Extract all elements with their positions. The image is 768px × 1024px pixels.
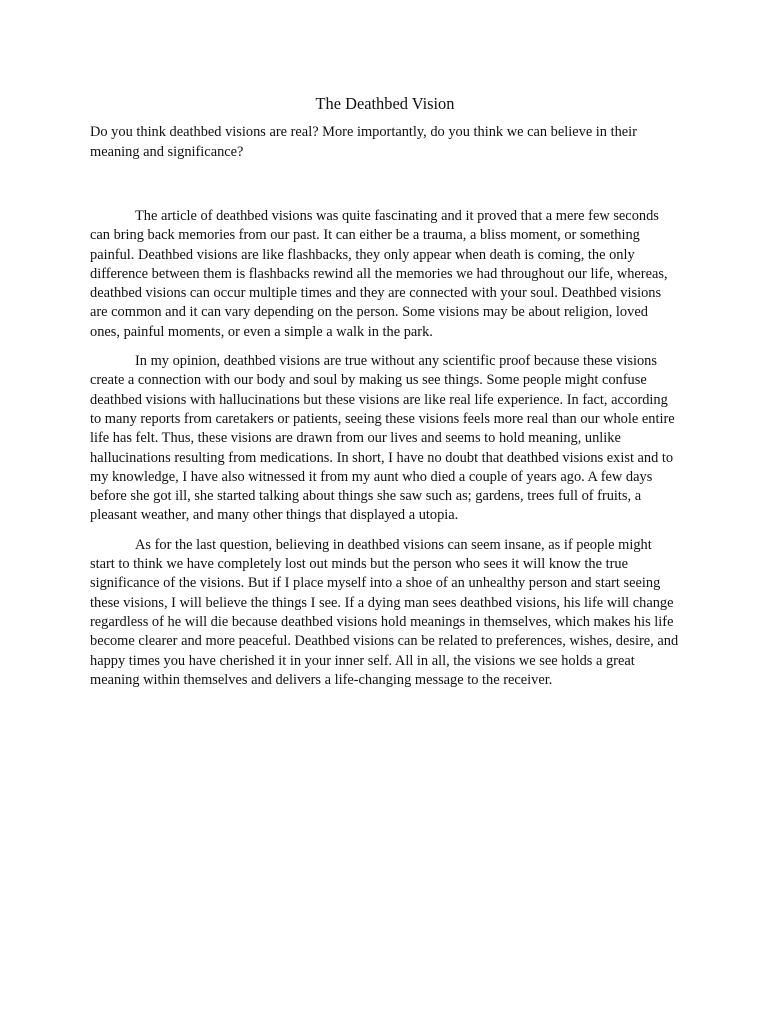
document-body	[90, 93, 680, 700]
essay-prompt: Do you think deathbed visions are real? More importantly, do you think we can believe in their meaning and significance?	[90, 124, 637, 160]
paragraph-2: In my opinion, deathbed visions are true without any scientific proof because these visions create a connection with our body and soul by making us see things. Some people might confuse deathbed visions with hallucinations but these visions are like real life experience. In fact, according to many reports from caretakers or patients, seeing these visions feels more real than our whole entire life has felt. Thus, these visions are drawn from our lives and seems to hold meaning, unlike hallucinations resulting from medications. In short, I have no doubt that deathbed visions exist and to my knowledge, I have also witnessed it from my aunt who died a couple of years ago. A few days before she got ill, she started talking about things she saw such as; gardens, trees full of fruits, a pleasant weather, and many other things that displayed a utopia.	[90, 353, 675, 524]
paragraph-1: The article of deathbed visions was quite fascinating and it proved that a mere few seconds can bring back memories from our past. It can either be a trauma, a bliss moment, or something painful. Deathbed visions are like flashbacks, they only appear when death is coming, the only difference between them is flashbacks rewind all the memories we had throughout our life, whereas, deathbed visions can occur multiple times and they are connected with your soul. Deathbed visions are common and it can vary depending on the person. Some visions may be about religion, loved ones, painful moments, or even a simple a walk in the park.	[90, 208, 668, 340]
document-title: The Deathbed Vision	[315, 94, 455, 113]
paragraph-3: As for the last question, believing in deathbed visions can seem insane, as if people might start to think we have completely lost out minds but the person who sees it will know the true significance of the visions. But if I place myself into a shoe of an unhealthy person and start seeing these visions, I will believe the things I see. If a dying man sees deathbed visions, his life will change regardless of he will die because deathbed visions hold meanings in themselves, which makes his life become clearer and more peaceful. Deathbed visions can be related to preferences, wishes, desire, and happy times you have cherished it in your inner self. All in all, the visions we see holds a great meaning within themselves and delivers a life-changing message to the receiver.	[90, 536, 679, 688]
